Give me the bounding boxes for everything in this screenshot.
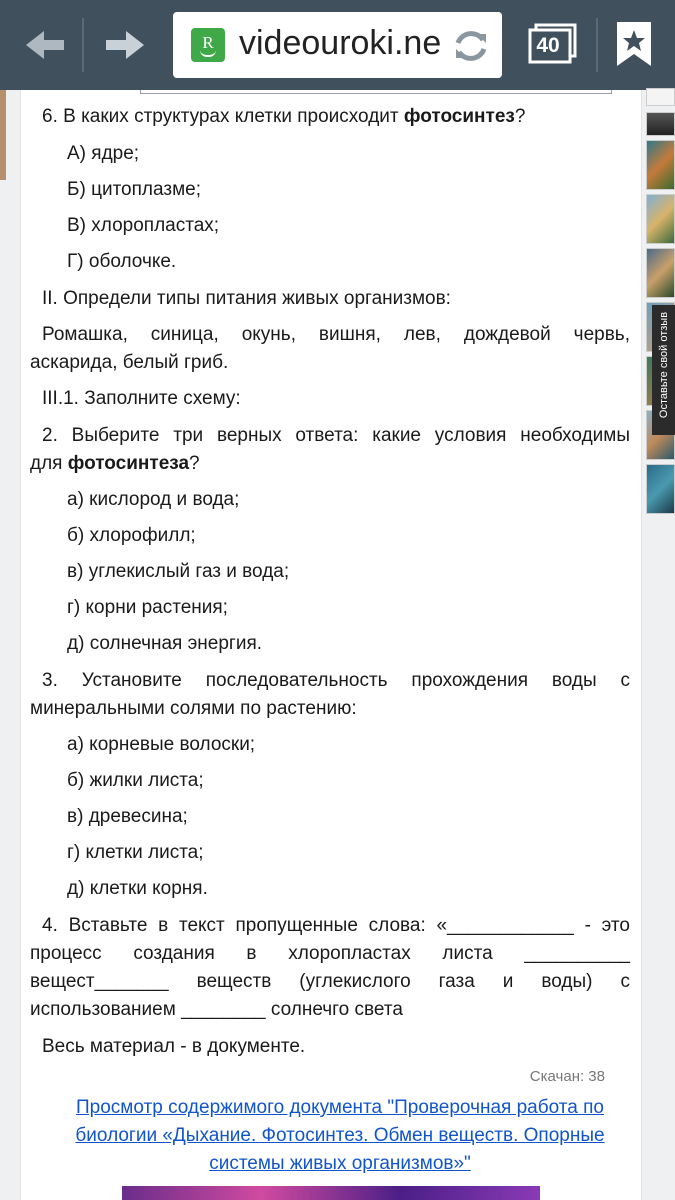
q6-option-d: Г) оболочке. [67, 251, 177, 272]
section-2-line-1: Ромашка, синица, окунь, вишня, лев, дождевой червь, [42, 324, 630, 345]
section-2-title: II. Определи типы питания живых организмов: [42, 288, 451, 309]
feedback-tab[interactable] [652, 305, 675, 435]
document-link-line-2[interactable]: биологии «Дыхание. Фотосинтез. Обмен веществ. Опорные [75, 1125, 605, 1146]
url-text[interactable]: videouroki.ne [239, 24, 442, 62]
question-6 [42, 103, 630, 131]
question-2-line-1: 2. Выберите три верных ответа: какие условия необходимы [42, 425, 630, 446]
question-2-suffix: ? [189, 453, 200, 474]
section-2-line-2: аскарида, белый гриб. [30, 352, 229, 373]
q6-option-c: В) хлоропластах; [67, 215, 220, 236]
toolbar-divider [596, 18, 598, 72]
thumbnail[interactable] [646, 464, 675, 514]
browser-toolbar [0, 0, 675, 90]
reload-icon[interactable] [451, 26, 491, 66]
q2-option-b: б) хлорофилл; [67, 525, 196, 546]
q2-option-e: д) солнечная энергия. [67, 633, 263, 654]
back-arrow-icon[interactable] [14, 18, 74, 72]
address-bar[interactable] [173, 12, 502, 78]
q3-option-e: д) клетки корня. [67, 878, 208, 899]
q3-option-d: г) клетки листа; [67, 842, 204, 863]
question-6-suffix: ? [514, 106, 526, 127]
q3-option-a: а) корневые волоски; [67, 734, 256, 755]
question-3-line-1: 3. Установите последовательность прохождения воды с [42, 670, 630, 691]
bookmark-star-icon[interactable] [615, 20, 653, 68]
document-top-edge [140, 90, 612, 94]
thumbnail[interactable] [646, 112, 675, 136]
question-6-text: 6. В каких структурах клетки происходит [42, 106, 404, 127]
question-6-bold: фотосинтез [403, 106, 515, 127]
footer-note: Весь материал - в документе. [42, 1036, 306, 1057]
tab-count: 40 [536, 34, 560, 57]
question-2-line-2 [30, 450, 630, 478]
q2-option-d: г) корни растения; [67, 597, 228, 618]
question-4-line-1: 4. Вставьте в текст пропущенные слова: «____________ - это [42, 915, 630, 936]
question-2-bold: фотосинтеза [67, 453, 190, 474]
q3-option-b: б) жилки листа; [67, 770, 204, 791]
site-favicon: R [191, 28, 225, 62]
q6-option-b: Б) цитоплазме; [67, 179, 201, 200]
question-3-line-2: минеральными солями по растению: [30, 698, 357, 719]
toolbar-divider [82, 18, 84, 72]
feedback-label[interactable]: Оставьте свой отзыв [658, 311, 670, 419]
question-4-line-3: вещест_______ веществ (углекислого газа и воды) с [30, 971, 630, 992]
section-3-title: III.1. Заполните схему: [42, 388, 241, 409]
download-count: Скачан: 38 [529, 1068, 605, 1085]
q2-option-a: а) кислород и вода; [67, 489, 240, 510]
advertisement-banner[interactable] [122, 1186, 540, 1200]
thumbnail[interactable] [646, 248, 675, 298]
left-edge-image [0, 90, 6, 180]
q6-option-a: А) ядре; [67, 143, 140, 164]
thumbnail[interactable] [646, 194, 675, 244]
thumbnail[interactable] [646, 140, 675, 190]
forward-arrow-icon[interactable] [96, 18, 156, 72]
question-4-line-4: использованием ________ солнечго света [30, 999, 403, 1020]
question-2-prefix: для [30, 453, 68, 474]
question-4-line-2: процесс создания в хлоропластах листа __________ [30, 943, 630, 964]
thumbnail[interactable] [646, 88, 675, 106]
document-link-line-1[interactable]: Просмотр содержимого документа "Проверочная работа по [76, 1097, 604, 1118]
q2-option-c: в) углекислый газ и вода; [67, 561, 290, 582]
q3-option-c: в) древесина; [67, 806, 188, 827]
document-link-line-3[interactable]: системы живых организмов»" [209, 1153, 471, 1174]
document-preview-link[interactable] [40, 1094, 640, 1178]
